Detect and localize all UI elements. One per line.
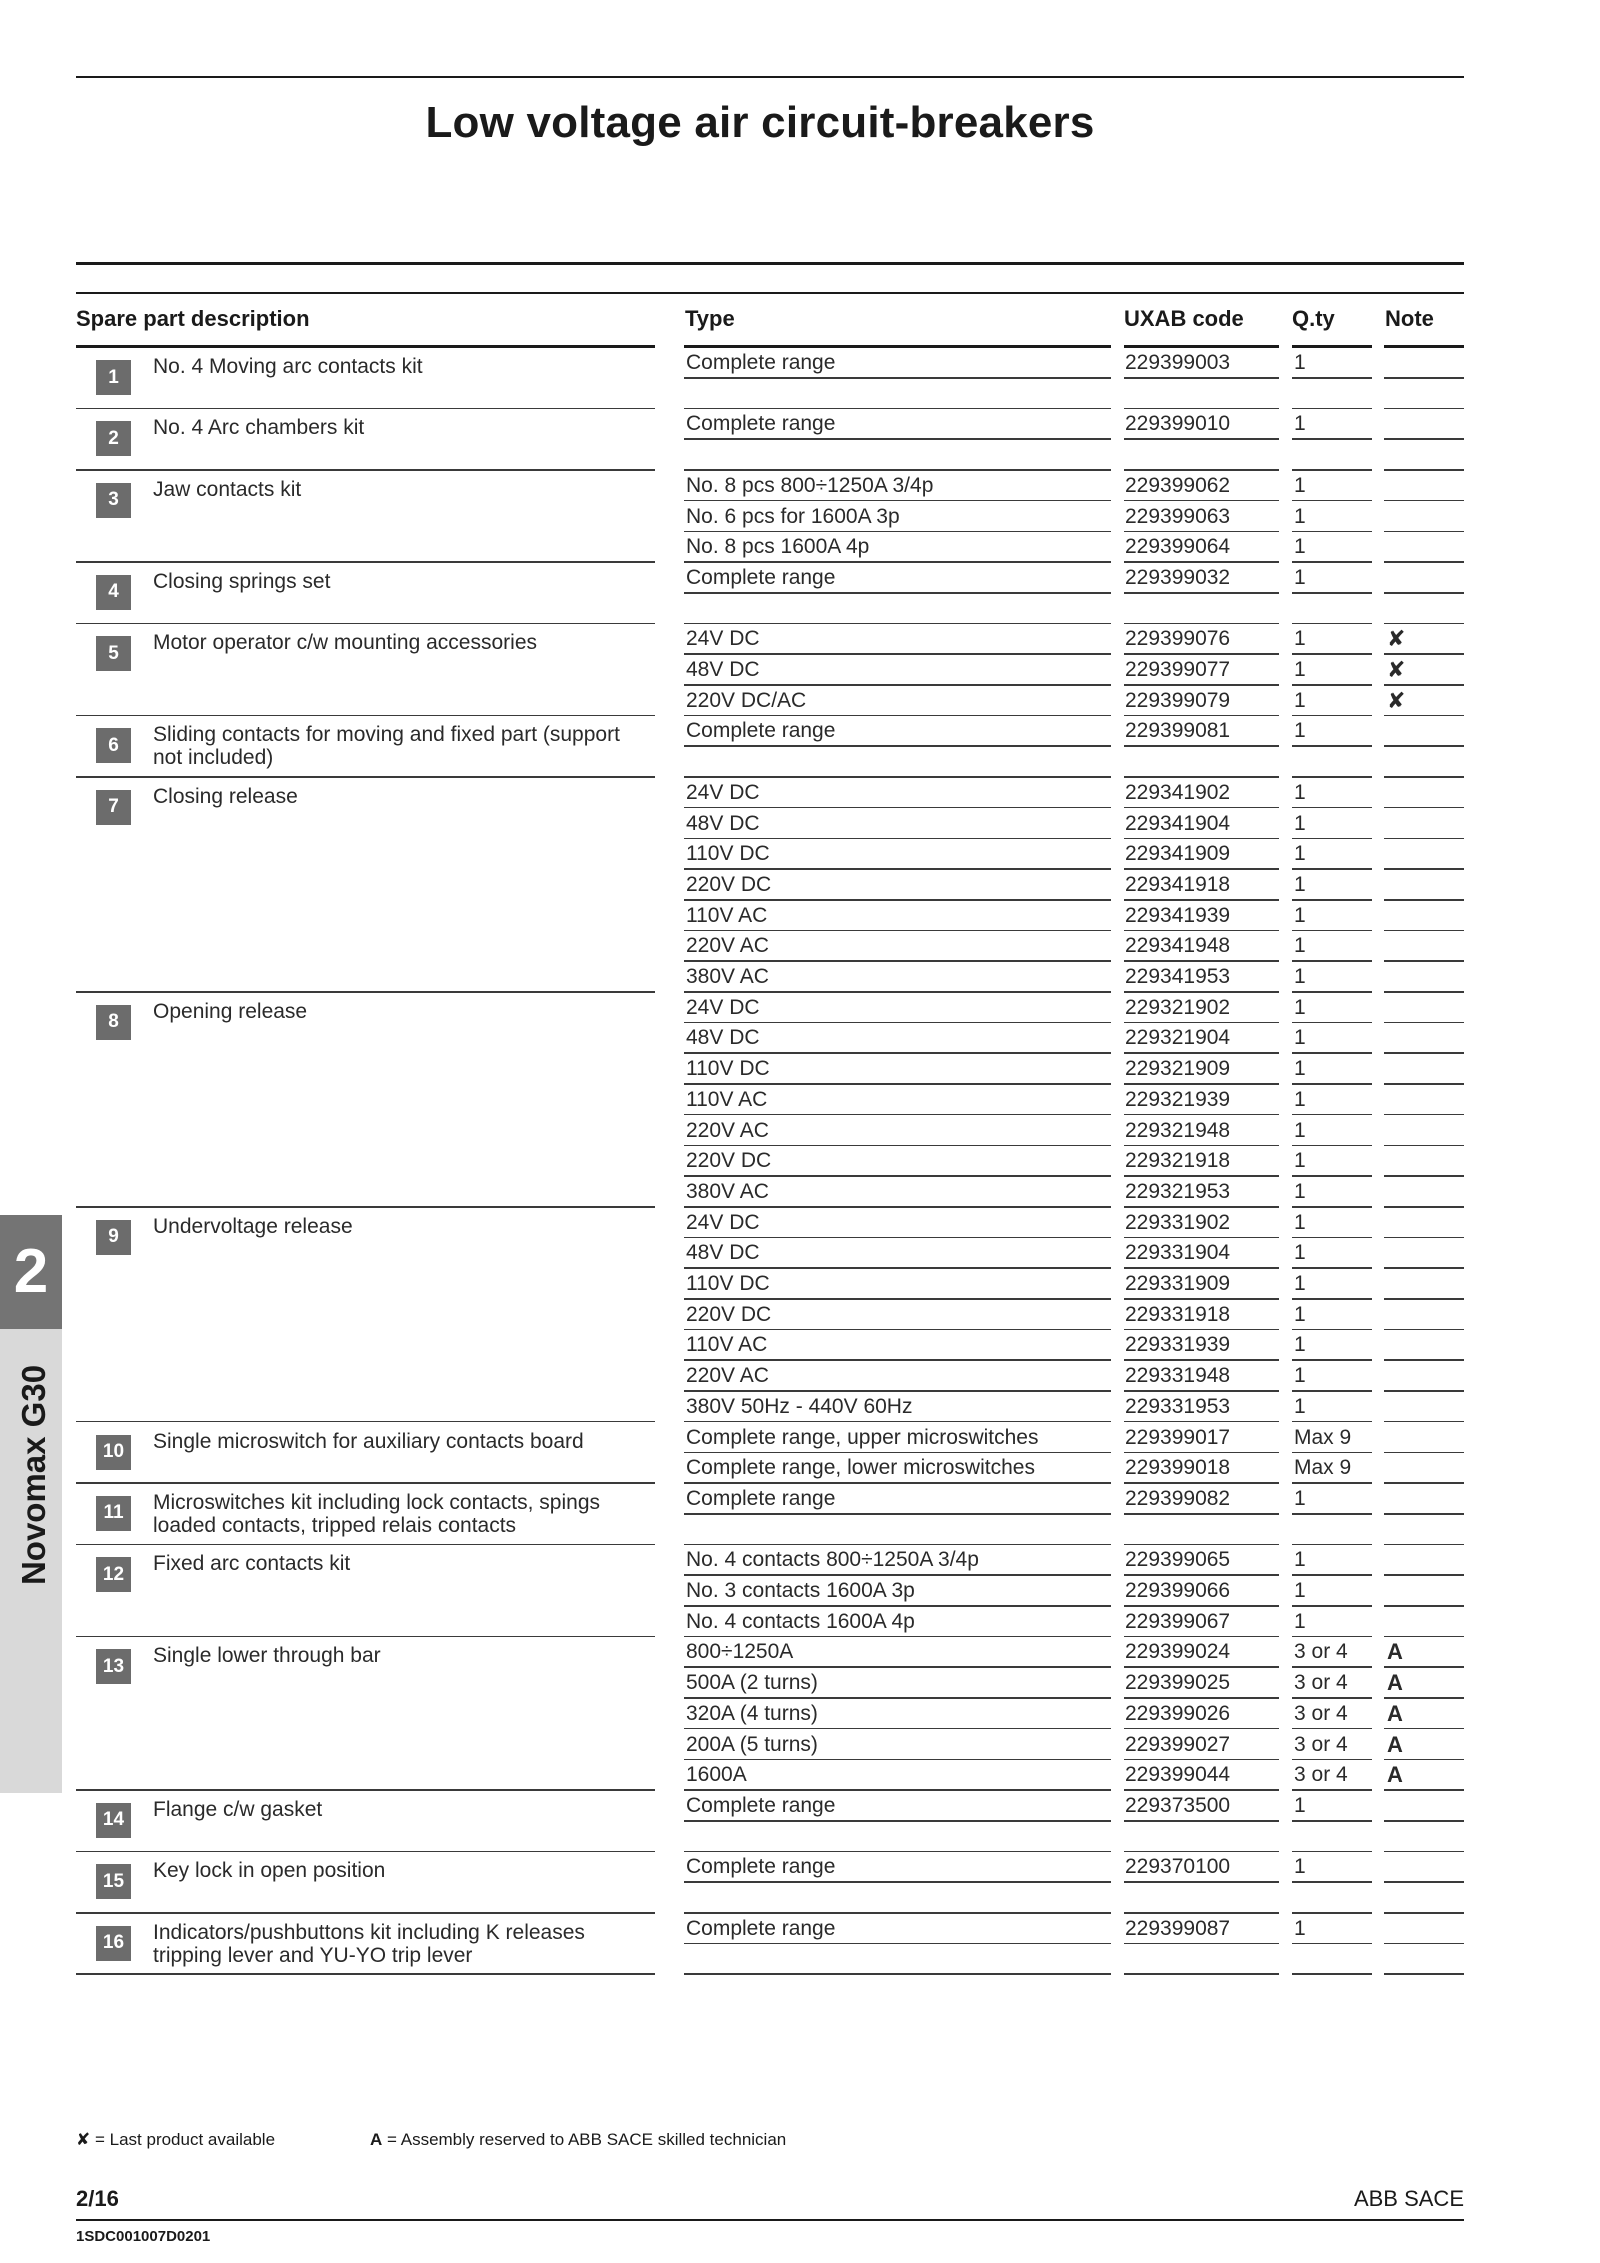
qty-cell: 1 [1294,1272,1306,1295]
qty-cell: 1 [1294,872,1306,896]
type-cell: 48V DC [686,1026,760,1050]
code-cell: 229331939 [1125,1333,1231,1357]
code-cell: 229331948 [1125,1364,1231,1388]
note-cell [1387,532,1467,563]
code-cell: 229321939 [1125,1087,1231,1111]
part-number-badge: 13 [96,1649,131,1684]
part-description: Closing release [153,784,298,808]
header-code: UXAB code [1124,306,1244,331]
qty-cell [1294,440,1374,471]
part-number-badge: 6 [96,728,131,763]
side-tab-number: 2 [0,1215,62,1329]
note-cell [1387,1515,1467,1546]
type-cell: Complete range [686,719,836,743]
part-block [76,1423,655,1484]
type-cell: Complete range [686,565,836,589]
code-cell: 229341909 [1125,842,1231,866]
code-cell: 229399003 [1125,351,1231,374]
qty-cell: 1 [1294,1179,1306,1203]
note-cell [1387,1177,1467,1208]
code-cell: 229399065 [1125,1548,1231,1572]
footer-rule [76,2219,1464,2221]
note-cell [1387,931,1467,962]
qty-cell [1294,1944,1374,1975]
type-cell: 24V DC [686,1210,760,1234]
type-cell: 220V DC [686,1149,772,1173]
type-cell: 24V DC [686,780,760,804]
type-cell: 800÷1250A [686,1640,794,1664]
part-description: Undervoltage release [153,1214,353,1238]
code-cell [1125,379,1280,410]
header-description: Spare part description [76,306,310,331]
code-cell [1125,594,1280,625]
qty-cell: 1 [1294,1210,1306,1234]
note-cell [1387,1453,1467,1484]
code-cell: 229399044 [1125,1763,1231,1787]
note-cell [1387,1852,1467,1883]
note-cell [1387,1791,1467,1822]
part-description: Key lock in open position [153,1859,386,1883]
type-cell: 24V DC [686,995,760,1019]
legend-last-product [76,2130,275,2150]
qty-cell: 1 [1294,1394,1306,1418]
code-cell: 229331909 [1125,1272,1231,1295]
code-cell: 229321918 [1125,1149,1231,1173]
type-cell: 110V DC [686,842,770,866]
part-block [76,1914,655,1975]
part-number-badge: 14 [96,1803,131,1838]
qty-cell: 1 [1294,965,1306,988]
note-cell [1387,1146,1467,1177]
code-cell: 229399081 [1125,719,1231,743]
qty-cell: 1 [1294,535,1306,559]
note-cell [1387,1361,1467,1392]
part-description: Single lower through bar [153,1644,381,1668]
code-cell: 229341918 [1125,872,1231,896]
code-cell: 229399010 [1125,412,1231,436]
type-cell: 48V DC [686,1241,760,1265]
note-cell [1387,1208,1467,1239]
qty-cell [1294,1822,1374,1853]
part-block [76,471,655,563]
part-description: Opening release [153,999,308,1023]
code-cell: 229373500 [1125,1793,1231,1817]
part-block [76,1791,655,1852]
note-cell [1387,1238,1467,1269]
qty-cell: 3 or 4 [1294,1671,1348,1695]
type-cell: Complete range [686,1855,836,1879]
qty-cell: 1 [1294,688,1306,712]
part-divider [76,1973,655,1975]
type-cell [686,1822,1113,1853]
note-cell [1387,1822,1467,1853]
part-description: Fixed arc contacts kit [153,1552,351,1576]
qty-cell: 1 [1294,842,1306,866]
type-cell: 200A (5 turns) [686,1732,818,1756]
part-block [76,778,655,993]
code-cell [1125,747,1280,778]
qty-cell: Max 9 [1294,1425,1352,1449]
code-underline [1124,1973,1279,1975]
part-block [76,1484,655,1545]
note-cell [1387,594,1467,625]
note-cell [1387,716,1467,747]
part-block [76,348,655,409]
part-number-badge: 2 [96,421,131,456]
qty-cell [1294,747,1374,778]
note-cell [1387,1423,1467,1454]
qty-cell: 1 [1294,1579,1306,1602]
type-cell [686,1515,1113,1546]
type-cell: Complete range [686,1486,836,1510]
type-cell: 220V DC/AC [686,688,807,712]
qty-cell [1294,594,1374,625]
qty-cell: 3 or 4 [1294,1732,1348,1756]
qty-cell: 1 [1294,412,1306,436]
type-cell: 220V DC [686,872,772,896]
note-cell [1387,901,1467,932]
part-block [76,716,655,777]
code-cell: 229321904 [1125,1026,1231,1050]
qty-cell: 3 or 4 [1294,1701,1348,1725]
qty-cell: 3 or 4 [1294,1763,1348,1787]
qty-cell: 1 [1294,1057,1306,1081]
header-note: Note [1385,306,1434,331]
qty-cell: 1 [1294,1149,1306,1173]
note-cell [1387,379,1467,410]
part-block [76,1637,655,1791]
code-cell: 229321909 [1125,1057,1231,1081]
code-cell: 229331902 [1125,1210,1231,1234]
qty-cell: 1 [1294,995,1306,1019]
code-cell: 229341902 [1125,780,1231,804]
code-cell [1125,440,1280,471]
document-code: 1SDC001007D0201 [76,2228,211,2245]
part-description: Sliding contacts for moving and fixed part (support not included) [153,723,620,770]
code-cell: 229321948 [1125,1118,1231,1142]
code-cell: 229321902 [1125,995,1231,1019]
part-number-badge: 15 [96,1864,131,1899]
page-title: Low voltage air circuit-breakers [425,98,1095,147]
part-number-badge: 7 [96,790,131,825]
note-cell [1387,409,1467,440]
type-cell: 24V DC [686,627,760,651]
type-cell: No. 8 pcs 800÷1250A 3/4p [686,473,934,497]
type-cell: 110V AC [686,1333,768,1357]
qty-cell [1294,1515,1374,1546]
note-cell: A [1387,1670,1403,1696]
part-description: Microswitches kit including lock contacts, spings loaded contacts, tripped relais contacts [153,1490,601,1537]
part-block [76,624,655,716]
legend-a-text: = Assembly reserved to ABB SACE skilled technician [387,2130,787,2149]
qty-cell [1294,379,1374,410]
legend-x-text: = Last product available [94,2130,276,2149]
qty-cell: 1 [1294,780,1306,804]
note-cell: ✘ [1387,657,1406,682]
part-description: Jaw contacts kit [153,477,302,501]
part-description: No. 4 Moving arc contacts kit [153,355,423,378]
code-cell [1125,1822,1280,1853]
code-cell [1125,1944,1280,1975]
qty-cell: 1 [1294,504,1306,528]
code-cell [1125,1883,1280,1914]
qty-cell: 1 [1294,627,1306,651]
code-cell: 229399087 [1125,1916,1231,1940]
type-cell [686,1883,1113,1914]
note-cell: ✘ [1387,626,1406,652]
type-cell: Complete range [686,1793,836,1817]
code-cell: 229331953 [1125,1394,1231,1418]
section-rule-1 [76,262,1464,265]
top-rule [76,76,1464,78]
type-cell: 220V DC [686,1302,772,1326]
code-cell: 229399082 [1125,1486,1231,1510]
part-block [76,993,655,1208]
qty-cell: 1 [1294,1087,1306,1111]
legend-assembly [370,2130,786,2150]
note-cell [1387,1545,1467,1576]
qty-cell: 1 [1294,1486,1306,1510]
part-description: Motor operator c/w mounting accessories [153,631,537,655]
note-cell: A [1387,1639,1403,1665]
code-cell: 229399017 [1125,1425,1231,1449]
part-description: Flange c/w gasket [153,1797,323,1821]
note-cell [1387,1054,1467,1085]
section-rule-2 [76,292,1464,294]
qty-cell: 3 or 4 [1294,1640,1348,1664]
part-number-badge: 4 [96,575,131,610]
part-number-badge: 8 [96,1005,131,1040]
qty-cell: 1 [1294,1548,1306,1572]
qty-cell: 1 [1294,719,1306,743]
legend-a-symbol: A [370,2130,383,2149]
part-block [76,1852,655,1913]
code-cell [1125,1515,1280,1546]
type-cell: 220V AC [686,1118,769,1142]
type-cell [686,1944,1113,1975]
type-cell: 1600A [686,1763,747,1787]
type-cell [686,379,1113,410]
code-cell: 229341939 [1125,903,1231,927]
type-cell: 48V DC [686,811,760,835]
note-cell [1387,348,1467,379]
part-block [76,563,655,624]
qty-cell: 1 [1294,1364,1306,1388]
type-cell [686,594,1113,625]
note-cell: A [1387,1762,1403,1788]
note-cell [1387,1484,1467,1515]
type-cell: 110V DC [686,1272,770,1295]
type-cell: 110V AC [686,1087,768,1111]
type-cell: Complete range [686,351,836,374]
note-cell [1387,962,1467,993]
note-cell [1387,1300,1467,1331]
note-cell [1387,1330,1467,1361]
code-cell: 229399025 [1125,1671,1231,1695]
part-number-badge: 1 [96,360,131,395]
code-cell: 229399024 [1125,1640,1231,1664]
type-cell: No. 6 pcs for 1600A 3p [686,504,900,528]
type-cell [686,440,1113,471]
note-cell [1387,563,1467,594]
part-number-badge: 10 [96,1435,131,1470]
code-cell: 229399077 [1125,658,1231,681]
qty-cell: Max 9 [1294,1456,1352,1480]
part-number-badge: 3 [96,483,131,518]
type-cell: 110V DC [686,1057,770,1081]
part-number-badge: 5 [96,636,131,671]
note-cell: A [1387,1700,1403,1726]
part-block [76,1208,655,1423]
legend-x-symbol: ✘ [76,2130,91,2149]
header-type: Type [685,306,735,331]
note-cell [1387,778,1467,809]
header-qty: Q.ty [1292,306,1335,331]
qty-cell: 1 [1294,903,1306,927]
part-block [76,1545,655,1637]
code-cell: 229399062 [1125,473,1231,497]
code-cell: 229399076 [1125,627,1231,651]
type-cell [686,747,1113,778]
part-description: Single microswitch for auxiliary contacts board [153,1429,584,1453]
code-cell: 229370100 [1125,1855,1231,1879]
type-cell: 380V AC [686,965,769,988]
qty-cell: 1 [1294,658,1306,681]
code-cell: 229341904 [1125,811,1231,835]
code-cell: 229331918 [1125,1302,1231,1326]
type-cell: Complete range, upper microswitches [686,1425,1039,1449]
qty-cell: 1 [1294,565,1306,589]
type-cell: No. 4 contacts 800÷1250A 3/4p [686,1548,979,1572]
note-cell [1387,1116,1467,1147]
type-cell: No. 4 contacts 1600A 4p [686,1609,915,1633]
note-cell [1387,1944,1467,1975]
qty-cell: 1 [1294,1793,1306,1817]
qty-cell: 1 [1294,1026,1306,1050]
qty-cell: 1 [1294,811,1306,835]
note-cell [1387,1392,1467,1423]
code-cell: 229399032 [1125,565,1231,589]
type-cell: 320A (4 turns) [686,1701,818,1725]
type-cell: No. 3 contacts 1600A 3p [686,1579,915,1602]
note-cell: A [1387,1731,1403,1757]
qty-cell: 1 [1294,1302,1306,1326]
type-cell: 500A (2 turns) [686,1671,818,1695]
part-description: Closing springs set [153,569,331,593]
qty-cell: 1 [1294,1333,1306,1357]
type-cell: 220V AC [686,1364,769,1388]
note-cell [1387,993,1467,1024]
type-underline [684,1973,1111,1975]
type-cell: Complete range [686,412,836,436]
note-underline [1384,1973,1464,1975]
part-block [76,409,655,470]
part-description: No. 4 Arc chambers kit [153,416,365,440]
type-cell: 48V DC [686,658,760,681]
code-cell: 229321953 [1125,1179,1231,1203]
page-number: 2/16 [76,2186,119,2211]
note-cell [1387,1607,1467,1638]
qty-cell: 1 [1294,1855,1306,1879]
qty-cell: 1 [1294,1916,1306,1940]
code-cell: 229331904 [1125,1241,1231,1265]
qty-cell: 1 [1294,1609,1306,1633]
code-cell: 229399066 [1125,1579,1231,1602]
type-cell: 380V AC [686,1179,769,1203]
type-cell: 110V AC [686,903,768,927]
code-cell: 229341953 [1125,965,1231,988]
code-cell: 229341948 [1125,934,1231,958]
part-description: Indicators/pushbuttons kit including K releases tripping lever and YU-YO trip lever [153,1920,585,1967]
qty-cell: 1 [1294,1241,1306,1265]
side-tab-label: Novomax G30 [15,1364,52,1586]
code-cell: 229399064 [1125,535,1231,559]
note-cell [1387,1269,1467,1300]
qty-cell: 1 [1294,351,1306,374]
note-cell [1387,870,1467,901]
brand-name: ABB SACE [1353,2186,1464,2211]
note-cell [1387,809,1467,840]
type-cell: No. 8 pcs 1600A 4p [686,535,870,559]
note-cell [1387,440,1467,471]
part-number-badge: 9 [96,1220,131,1255]
code-cell: 229399063 [1125,504,1231,528]
part-number-badge: 16 [96,1926,131,1961]
type-cell: 380V 50Hz - 440V 60Hz [686,1394,913,1418]
note-cell [1387,839,1467,870]
qty-cell [1294,1883,1374,1914]
note-cell [1387,1085,1467,1116]
type-cell: Complete range, lower microswitches [686,1456,1035,1480]
qty-cell: 1 [1294,1118,1306,1142]
qty-cell: 1 [1294,473,1306,497]
code-cell: 229399018 [1125,1456,1231,1480]
code-cell: 229399079 [1125,688,1231,712]
code-cell: 229399026 [1125,1701,1231,1725]
qty-cell: 1 [1294,934,1306,958]
note-cell [1387,502,1467,533]
code-cell: 229399067 [1125,1609,1231,1633]
qty-underline [1292,1973,1372,1975]
note-cell [1387,1576,1467,1607]
type-cell: 220V AC [686,934,769,958]
note-cell [1387,471,1467,502]
note-cell [1387,1883,1467,1914]
note-cell [1387,747,1467,778]
note-cell [1387,1023,1467,1054]
part-number-badge: 11 [96,1496,131,1531]
note-cell [1387,1914,1467,1945]
type-cell: Complete range [686,1916,836,1940]
code-cell: 229399027 [1125,1732,1231,1756]
part-number-badge: 12 [96,1557,131,1592]
note-cell: ✘ [1387,687,1406,713]
